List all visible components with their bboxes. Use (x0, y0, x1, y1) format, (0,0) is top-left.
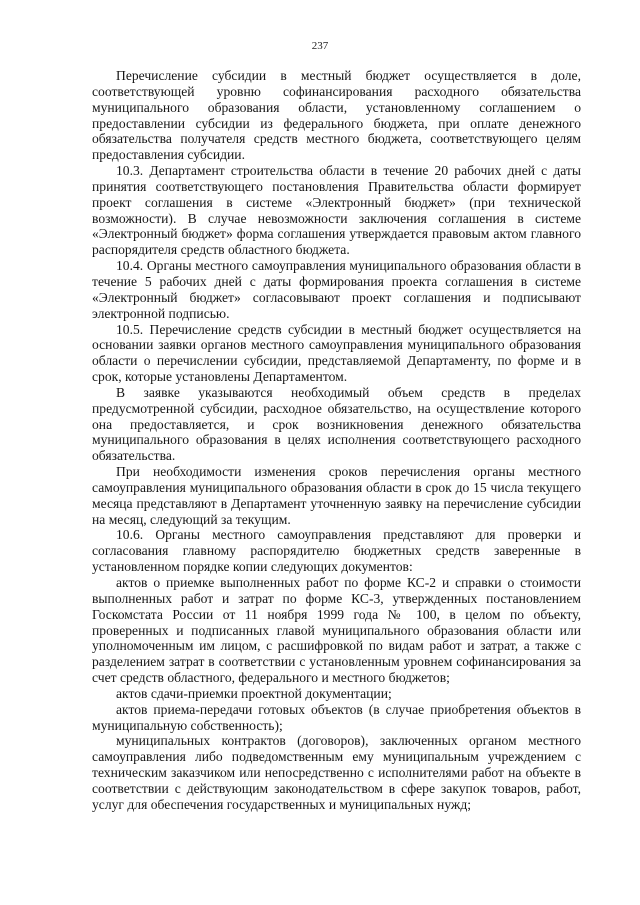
paragraph-schedule-change: При необходимости изменения сроков перечисления органы местного самоуправления муниципального образования области в срок до 15 числа текущего месяца представляют в Департамент уточненную заявку на перечисление субсидии на месяц, следующий за текущим. (92, 464, 581, 527)
paragraph-10-3: 10.3. Департамент строительства области в течение 20 рабочих дней с даты принятия соответствующего постановления Правительства области формирует проект соглашения в системе «Электронный бюджет» (при технической возможности). В случае невозможности заключения соглашения в системе «Электронный бюджет» форма соглашения утверждается правовым актом главного распорядителя средств областного бюджета. (92, 163, 581, 258)
paragraph-design-acceptance-acts: актов сдачи-приемки проектной документации; (116, 685, 392, 701)
paragraph-municipal-contracts: муниципальных контрактов (договоров), заключенных органом местного самоуправления либо подведомственным ему муниципальным учреждением с техническим заказчиком или непосредственно с исполнителями работ на объекте в соответствии с действующим законодательством в сфере закупок товаров, работ, услуг для обеспечения государственных и муниципальных нужд; (92, 733, 581, 812)
paragraph-10-4: 10.4. Органы местного самоуправления муниципального образования области в течение 5 рабочих дней с даты формирования проекта соглашения в системе «Электронный бюджет» согласовывают проект соглашения и подписывают электронной подписью. (92, 258, 581, 321)
document-body (92, 68, 581, 813)
paragraph-ks2-ks3-acts: актов о приемке выполненных работ по форме КС-2 и справки о стоимости выполненных работ и затрат по форме КС-3, утвержденных постановлением Госкомстата России от 11 ноября 1999 года № 100, в целом по объекту, проверенных и подписанных главой муниципального образования области или уполномоченным им лицом, с расшифровкой по видам работ и затрат, а также с разделением затрат в соответствии с установленным уровнем софинансирования за счет средств областного, федерального и местного бюджетов; (92, 575, 581, 686)
page-number: 237 (311, 40, 329, 52)
paragraph-10-5: 10.5. Перечисление средств субсидии в местный бюджет осуществляется на основании заявки органов местного самоуправления муниципального образования области о перечислении субсидии, представляемой Департаменту, по форме и в срок, которые установлены Департаментом. (92, 321, 581, 385)
paragraph-transfer-acts: актов приема-передачи готовых объектов (в случае приобретения объектов в муниципальную собственность); (92, 701, 581, 733)
paragraph-10-6: 10.6. Органы местного самоуправления представляют для проверки и согласования главному распорядителю бюджетных средств заверенные в установленном порядке копии следующих документов: (92, 527, 581, 575)
paragraph-subsidy-transfer-share: Перечисление субсидии в местный бюджет осуществляется в доле, соответствующей уровню софинансирования расходного обязательства муниципального образования области, установленному соглашением о предоставлении субсидии из федерального бюджета, при оплате денежного обязательства получателя средств местного бюджета, соответствующего целям предоставления субсидии. (92, 68, 581, 163)
paragraph-application-contents: В заявке указываются необходимый объем средств в пределах предусмотренной субсидии, расходное обязательство, на осуществление которого она предоставляется, и срок возникновения денежного обязательства муниципального образования в целях исполнения соответствующего расходного обязательства. (92, 384, 581, 464)
